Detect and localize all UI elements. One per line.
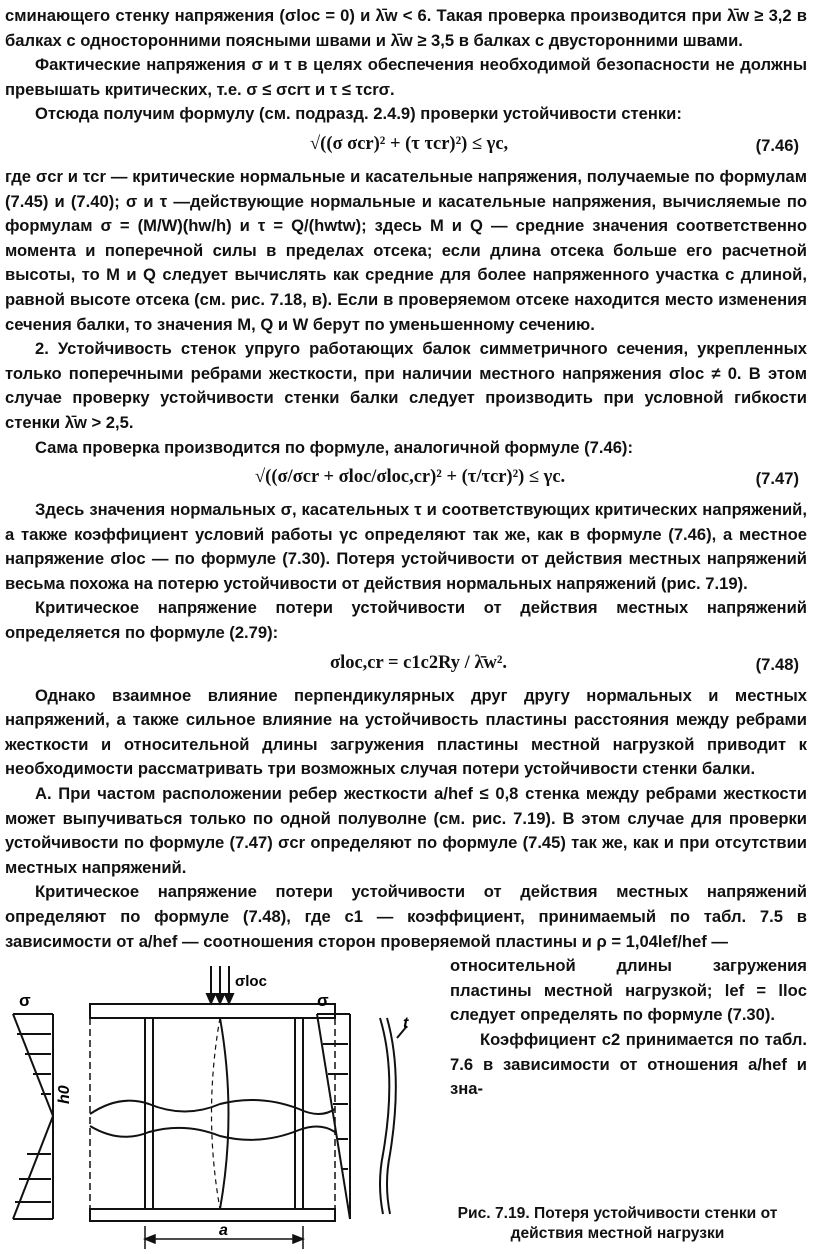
document-page	[5, 4, 807, 1254]
paragraph-9: Однако взаимное влияние перпендикулярных друг другу нормальных и местных напряжений, а также сильное влияние на устойчивость пластины расстояния между ребрами жесткости и относительной длины загружения пластины местной нагрузкой приводит к необходимости рассматривать три возможных случая потери устойчивости стенки балки.	[5, 685, 807, 779]
paragraph-3: Отсюда получим формулу (см. подразд. 2.4.9) проверки устойчивости стенки:	[35, 104, 682, 124]
formula-7-48-number: (7.48)	[755, 654, 799, 674]
paragraph-10: А. При частом расположении ребер жесткости a/hef ≤ 0,8 стенка между ребрами жесткости может выпучиваться только по одной полуволне (см. рис. 7.19). В этом случае для проверки устойчивости по формуле (7.47) σcr определяют по формуле (7.45) так же, как и при отсутствии местных напряжений.	[5, 784, 807, 877]
formula-7-47-expression: √((σ/σcr + σloc/σloc,cr)² + (τ/τcr)²) ≤ γc.	[255, 467, 566, 488]
paragraph-11: Критическое напряжение потери устойчивости от действия местных напряжений определяют по формуле (7.48), где c1 — коэффициент, принимаемый по табл. 7.5 в зависимости от a/hef — соотношения сторон проверяемой пластины и ρ = 1,04lef/hef —	[5, 882, 807, 951]
figure-7-19-diagram	[5, 954, 425, 1254]
paragraph-12: Коэффициент c2 принимается по табл. 7.6 в зависимости от отношения a/hef и зна-	[450, 1030, 807, 1099]
paragraph-1: сминающего стенку напряжения (σloc = 0) и λ̄w < 6. Такая проверка производится при λ̄w ≥ 3,2 в балках с односторонними поясными швами и λ̄w ≥ 3,5 в балках с двусторонними швами.	[5, 6, 807, 50]
h0-label: h0	[56, 1085, 73, 1105]
web-section	[380, 1018, 407, 1214]
sigma-right-label: σ	[317, 991, 329, 1011]
paragraph-7: Здесь значения нормальных σ, касательных τ и соответствующих критических напряжений, а также коэффициент условий работы γc определяют так же, как в формуле (7.46), а местное напряжение σloc — по формуле (7.30). Потеря устойчивости от действия местных напряжений весьма похожа на потерю устойчивости от действия нормальных напряжений (рис. 7.19).	[5, 500, 807, 593]
figure-area	[5, 954, 807, 1254]
sigma-left-label: σ	[19, 991, 31, 1011]
paragraph-8: Критическое напряжение потери устойчивости от действия местных напряжений определяется по формуле (2.79):	[5, 598, 807, 643]
paragraph-11-continued: относительной длины загружения пластины местной нагрузкой; lef = lloc следует определять по формуле (7.30).	[450, 956, 807, 1025]
paragraph-6: Сама проверка производится по формуле, аналогичной формуле (7.46):	[35, 437, 633, 457]
beam-panel	[90, 1004, 335, 1221]
formula-7-46-number: (7.46)	[755, 135, 799, 155]
formula-7-47	[5, 460, 807, 498]
paragraph-5: 2. Устойчивость стенок упруго работающих балок симметричного сечения, укрепленных только поперечными ребрами жесткости, при наличии местного напряжения σloc ≠ 0. В этом случае проверку устойчивости стенки балки следует производить при условной гибкости стенки λ̄w > 2,5.	[5, 339, 807, 432]
formula-7-48-expression: σloc,cr = c1c2Ry / λ̄w².	[330, 652, 508, 673]
t-label: t	[403, 1015, 409, 1033]
formula-7-48	[5, 646, 807, 684]
left-stress-diagram	[13, 1014, 53, 1219]
sigma-loc-label: σloc	[235, 973, 267, 991]
local-load-arrows	[207, 966, 233, 1003]
paragraph-4: где σcr и τcr — критические нормальные и касательные напряжения, получаемые по формулам (7.45) и (7.40); σ и τ —действующие нормальные и касательные напряжения, вычисляемые по формулам σ = (M/W)(hw/h) и τ = Q/(hwtw); здесь M и Q — средние значения соответственно момента и поперечной силы в пределах отсека; если длина отсека больше его расчетной высоты, то M и Q следует вычислять как средние для более напряженного участка с длиной, равной высоте отсека (см. рис. 7.18, в). Если в проверяемом отсеке находится место изменения сечения балки, то значения M, Q и W берут по уменьшенному сечению.	[5, 166, 807, 334]
formula-7-46	[5, 127, 807, 165]
formula-7-46-expression: √((σ σcr)² + (τ τcr)²) ≤ γc,	[310, 133, 509, 154]
a-label: a	[219, 1222, 228, 1240]
formula-7-47-number: (7.47)	[755, 469, 799, 489]
right-stress-diagram	[317, 1014, 350, 1219]
figure-caption: Рис. 7.19. Потеря устойчивости стенки от действия местной нагрузки	[457, 1205, 778, 1243]
paragraph-2: Фактические напряжения σ и τ в целях обеспечения необходимой безопасности не должны превышать критических, т.е. σ ≤ σcrτ и τ ≤ τcrσ.	[5, 55, 807, 99]
